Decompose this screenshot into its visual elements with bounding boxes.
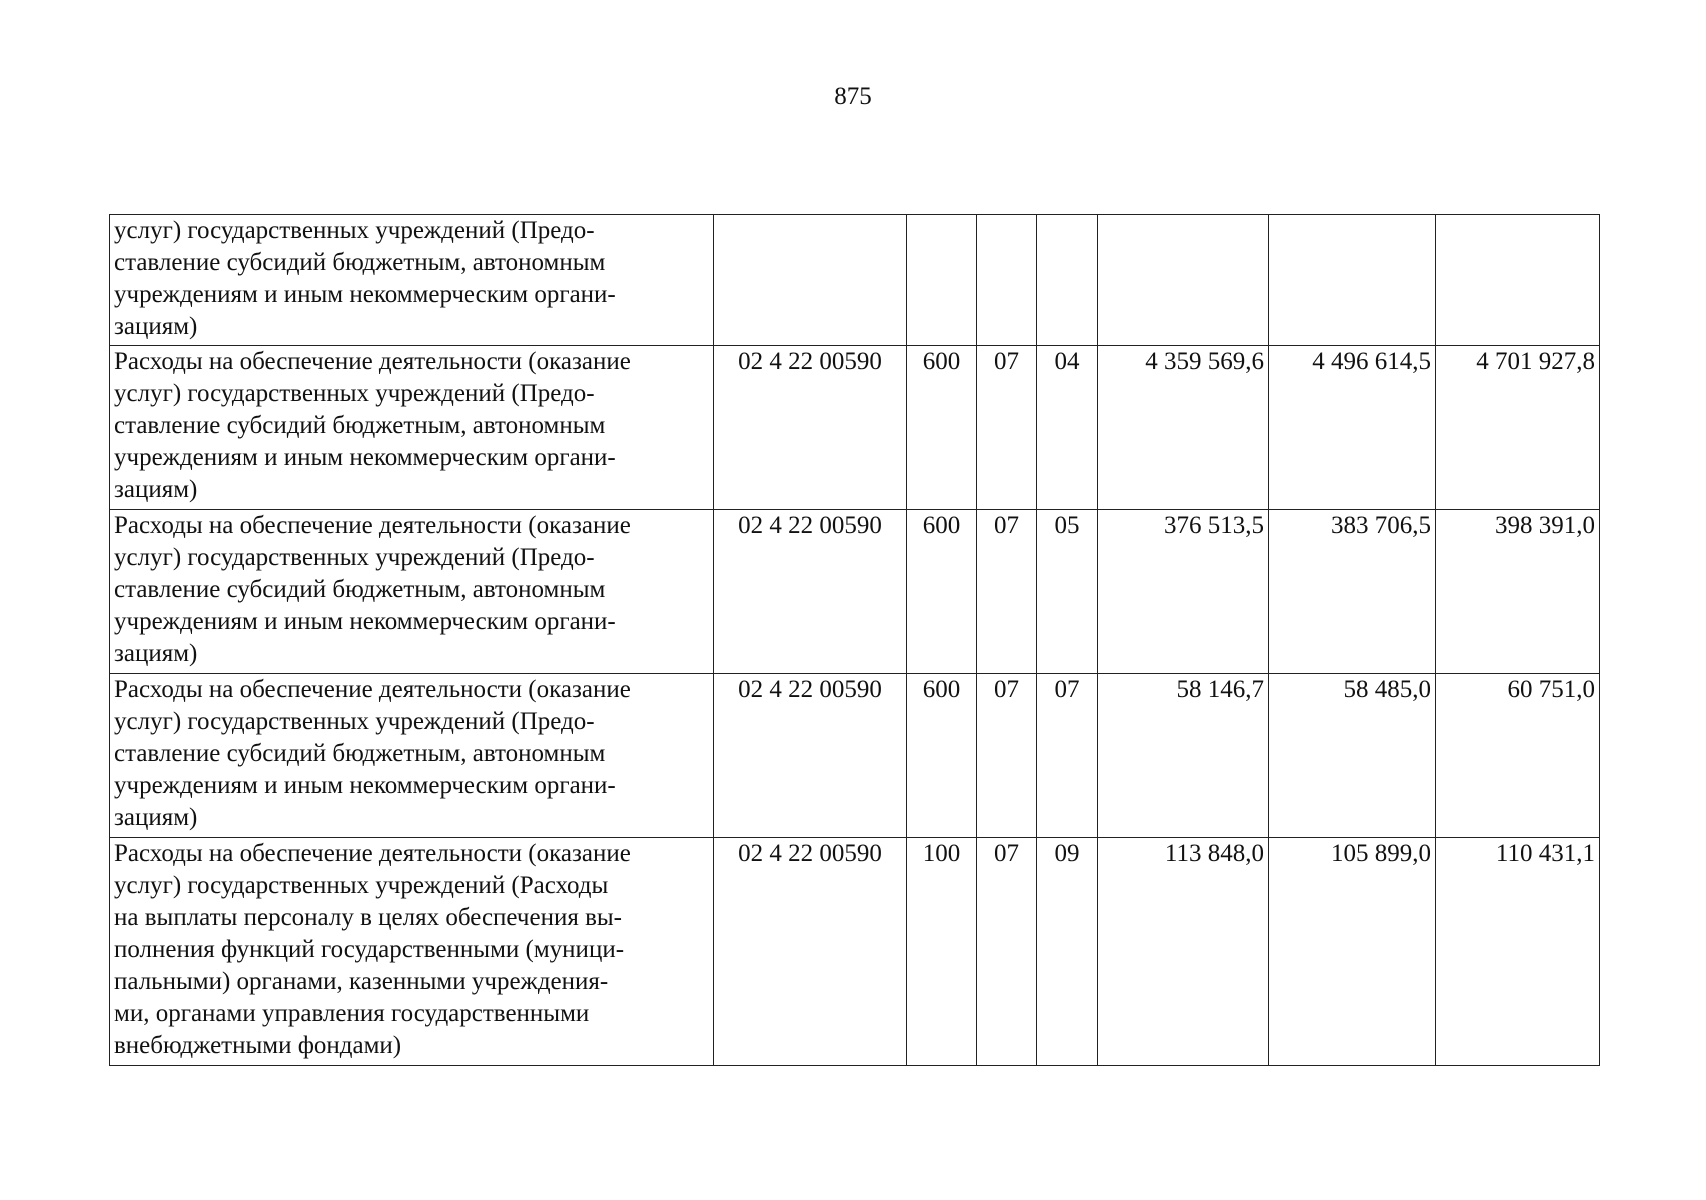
amount-year-3: 4 701 927,8 <box>1436 346 1600 510</box>
description-line: учреждениям и иным некоммерческим органи- <box>114 444 616 471</box>
subsection-code <box>1037 215 1098 346</box>
amount-year-1: 4 359 569,6 <box>1098 346 1269 510</box>
description-line: на выплаты персоналу в целях обеспечения вы- <box>114 904 623 931</box>
amount-year-3: 398 391,0 <box>1436 510 1600 674</box>
description-line: зациям) <box>114 804 198 831</box>
amount-year-2: 105 899,0 <box>1269 838 1436 1066</box>
target-article-code: 02 4 22 00590 <box>714 346 907 510</box>
description-line: услуг) государственных учреждений (Предо- <box>114 217 595 244</box>
row-description <box>110 838 714 1066</box>
section-code: 07 <box>977 346 1037 510</box>
amount-year-3 <box>1436 215 1600 346</box>
subsection-code: 04 <box>1037 346 1098 510</box>
description-line: услуг) государственных учреждений (Предо- <box>114 544 595 571</box>
description-line: ставление субсидий бюджетным, автономным <box>114 249 606 276</box>
amount-year-1 <box>1098 215 1269 346</box>
expense-type-code: 600 <box>907 674 977 838</box>
description-line: ми, органами управления государственными <box>114 1000 590 1027</box>
description-line: Расходы на обеспечение деятельности (оказание <box>114 348 631 375</box>
description-line: ставление субсидий бюджетным, автономным <box>114 740 606 767</box>
target-article-code: 02 4 22 00590 <box>714 674 907 838</box>
amount-year-1: 376 513,5 <box>1098 510 1269 674</box>
amount-year-3: 110 431,1 <box>1436 838 1600 1066</box>
expense-type-code: 100 <box>907 838 977 1066</box>
description-line: услуг) государственных учреждений (Предо- <box>114 708 595 735</box>
subsection-code: 05 <box>1037 510 1098 674</box>
description-line: зациям) <box>114 476 198 503</box>
amount-year-2 <box>1269 215 1436 346</box>
table-row <box>110 215 1600 346</box>
description-line: Расходы на обеспечение деятельности (оказание <box>114 840 631 867</box>
target-article-code: 02 4 22 00590 <box>714 510 907 674</box>
description-line: внебюджетными фондами) <box>114 1032 402 1059</box>
description-line: зациям) <box>114 313 198 340</box>
amount-year-2: 383 706,5 <box>1269 510 1436 674</box>
section-code: 07 <box>977 674 1037 838</box>
description-line: услуг) государственных учреждений (Расходы <box>114 872 609 899</box>
description-line: ставление субсидий бюджетным, автономным <box>114 412 606 439</box>
section-code: 07 <box>977 838 1037 1066</box>
row-description <box>110 510 714 674</box>
row-description <box>110 215 714 346</box>
row-description <box>110 674 714 838</box>
description-line: ставление субсидий бюджетным, автономным <box>114 576 606 603</box>
description-line: полнения функций государственными (муници- <box>114 936 625 963</box>
expense-type-code <box>907 215 977 346</box>
description-line: услуг) государственных учреждений (Предо- <box>114 380 595 407</box>
amount-year-2: 58 485,0 <box>1269 674 1436 838</box>
description-line: зациям) <box>114 640 198 667</box>
budget-table-wrapper <box>109 214 1600 1066</box>
row-description <box>110 346 714 510</box>
description-line: Расходы на обеспечение деятельности (оказание <box>114 512 631 539</box>
table-row <box>110 838 1600 1066</box>
subsection-code: 07 <box>1037 674 1098 838</box>
section-code <box>977 215 1037 346</box>
target-article-code: 02 4 22 00590 <box>714 838 907 1066</box>
expense-type-code: 600 <box>907 510 977 674</box>
amount-year-2: 4 496 614,5 <box>1269 346 1436 510</box>
table-row <box>110 510 1600 674</box>
table-row <box>110 346 1600 510</box>
subsection-code: 09 <box>1037 838 1098 1066</box>
description-line: Расходы на обеспечение деятельности (оказание <box>114 676 631 703</box>
table-row <box>110 674 1600 838</box>
amount-year-1: 113 848,0 <box>1098 838 1269 1066</box>
description-line: учреждениям и иным некоммерческим органи- <box>114 281 616 308</box>
section-code: 07 <box>977 510 1037 674</box>
description-line: пальными) органами, казенными учреждения- <box>114 968 609 995</box>
expense-type-code: 600 <box>907 346 977 510</box>
target-article-code <box>714 215 907 346</box>
amount-year-3: 60 751,0 <box>1436 674 1600 838</box>
description-line: учреждениям и иным некоммерческим органи- <box>114 608 616 635</box>
description-line: учреждениям и иным некоммерческим органи- <box>114 772 616 799</box>
budget-table <box>109 214 1600 1066</box>
page-number: 875 <box>834 83 872 110</box>
amount-year-1: 58 146,7 <box>1098 674 1269 838</box>
